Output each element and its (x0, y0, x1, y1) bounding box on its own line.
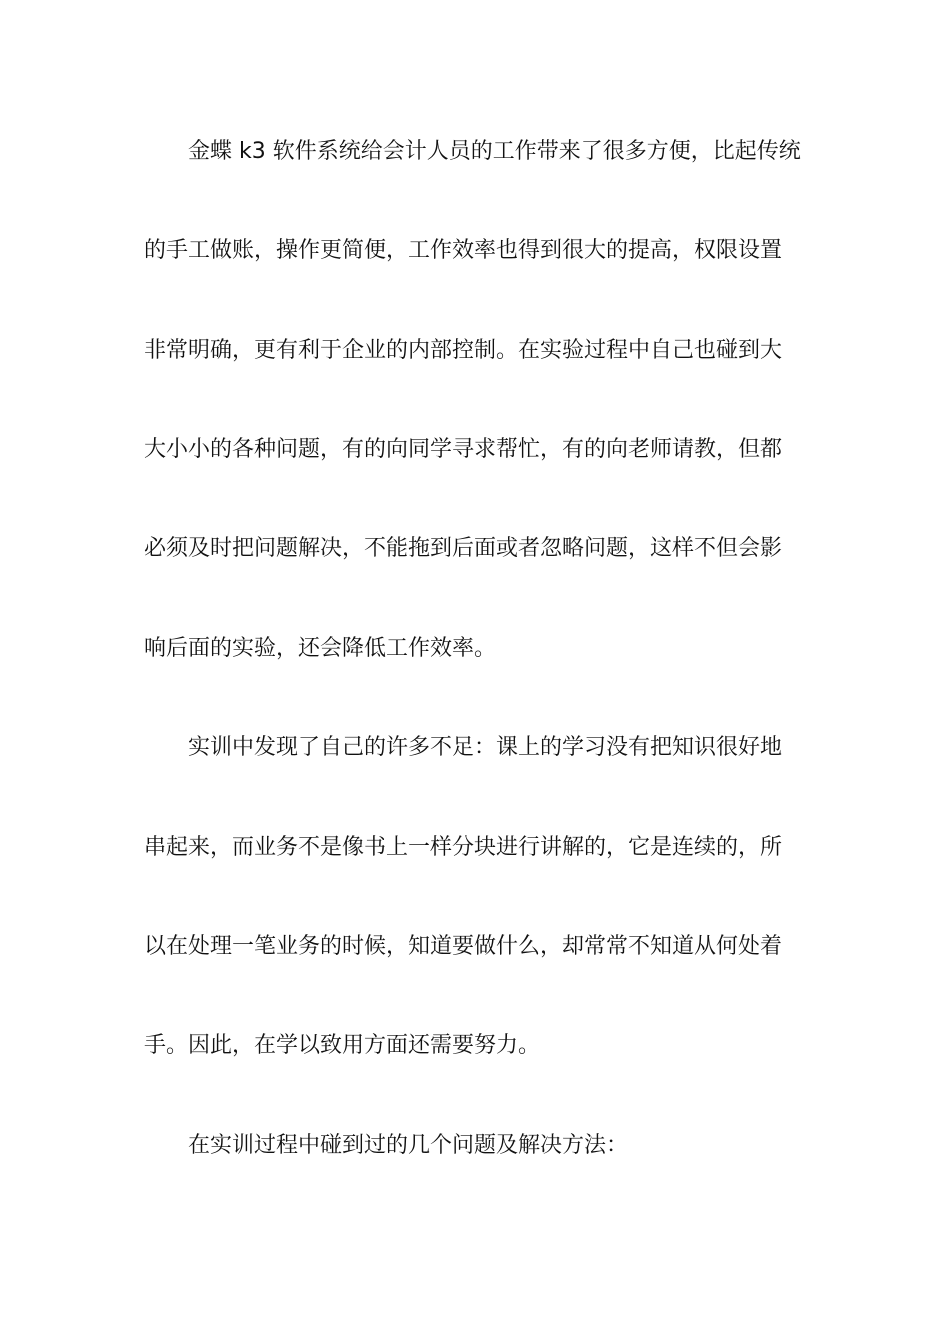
paragraph-2-line-4: 手。因此，在学以致用方面还需要努力。 (144, 1033, 541, 1058)
paragraph-1-line-3: 非常明确，更有利于企业的内部控制。在实验过程中自己也碰到大 (144, 338, 783, 363)
paragraph-1-line-4: 大小小的各种问题，有的向同学寻求帮忙，有的向老师请教，但都 (144, 437, 783, 462)
paragraph-2-line-1: 实训中发现了自己的许多不足：课上的学习没有把知识很好地 (188, 735, 783, 760)
paragraph-2-line-3: 以在处理一笔业务的时候，知道要做什么，却常常不知道从何处着 (144, 934, 783, 959)
paragraph-2-line-2: 串起来，而业务不是像书上一样分块进行讲解的，它是连续的，所 (144, 835, 783, 860)
paragraph-1-line-6: 响后面的实验，还会降低工作效率。 (144, 636, 497, 661)
paragraph-1-line-1: 金蝶 k3 软件系统给会计人员的工作带来了很多方便，比起传统 (188, 139, 801, 164)
paragraph-1-line-5: 必须及时把问题解决，不能拖到后面或者忽略问题，这样不但会影 (144, 536, 783, 561)
paragraph-3-line-1: 在实训过程中碰到过的几个问题及解决方法： (188, 1133, 629, 1158)
paragraph-1-line-2: 的手工做账，操作更简便，工作效率也得到很大的提高，权限设置 (144, 238, 783, 263)
